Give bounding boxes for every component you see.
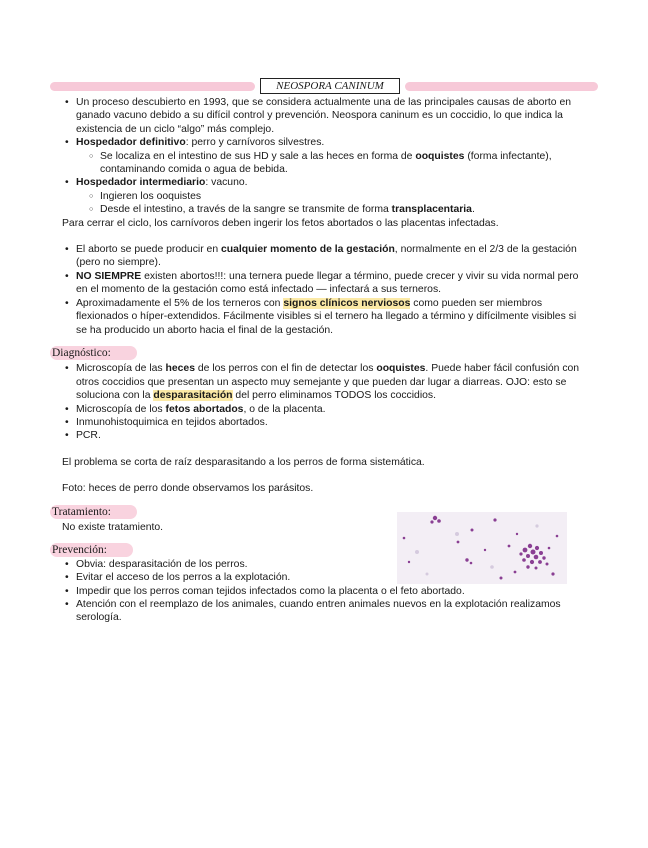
- list-item: • PCR.: [64, 429, 580, 442]
- section-heading-prevencion: Prevención:: [50, 543, 133, 557]
- cycle-text: Para cerrar el ciclo, los carnívoros deben ingerir los fetos abortados o las placentas infectadas.: [62, 217, 499, 229]
- sub-list-item: ○ Ingieren los ooquistes: [64, 190, 580, 203]
- section-heading-tratamiento: Tratamiento:: [50, 505, 137, 519]
- conclusion-text: El problema se corta de raíz desparasitando a los perros de forma sistemática.: [62, 456, 425, 468]
- abortion-list: [64, 243, 580, 337]
- list-item: • Evitar el acceso de los perros a la explotación.: [64, 571, 580, 584]
- list-item: • Aproximadamente el 5% de los terneros con signos clínicos nerviosos como pueden ser miembros flexionados o híper-extendidos. Fácilmente visibles si el ternero ha llegado a término y difícilmente visibles si se ha producido un aborto hacia el final de la gestación.: [64, 297, 580, 337]
- list-item: • Un proceso descubierto en 1993, que se considera actualmente una de las principales causas de aborto en ganado vacuno debido a su difícil control y prevención. Neospora caninum es un coccidio, lo que indica la existencia de un ciclo “algo” más complejo.: [64, 96, 580, 136]
- intro-list: [64, 96, 580, 217]
- title-bar-right: [405, 82, 598, 91]
- title-bar-left: [50, 82, 255, 91]
- list-item: • Microscopía de las heces de los perros con el fin de detectar los ooquistes. Puede haber fácil confusión con otros coccidios que presentan un aspecto muy semejante y que pueden dar lugar a diarreas. OJO: esto se soluciona con la desparasitación del perro eliminamos TODOS los coccidios.: [64, 362, 580, 402]
- highlight-text: signos clínicos nerviosos: [283, 297, 411, 309]
- list-item: • Obvia: desparasitación de los perros.: [64, 558, 580, 571]
- list-item: • Inmunohistoquimica en tejidos abortados.: [64, 416, 580, 429]
- page-title: NEOSPORA CANINUM: [260, 78, 400, 94]
- list-item: • Hospedador intermediario: vacuno.: [64, 176, 580, 189]
- highlight-text: desparasitación: [153, 390, 233, 402]
- list-item: • Hospedador definitivo: perro y carnívoros silvestres.: [64, 136, 580, 149]
- tratamiento-text: No existe tratamiento.: [62, 521, 164, 533]
- list-item: • Microscopía de los fetos abortados, o de la placenta.: [64, 403, 580, 416]
- diagnostico-list: [64, 362, 580, 442]
- sub-list-item: ○ Desde el intestino, a través de la sangre se transmite de forma transplacentaria.: [64, 203, 580, 216]
- list-item: • El aborto se puede producir en cualquier momento de la gestación, normalmente en el 2/3 de la gestación (pero no siempre).: [64, 243, 580, 270]
- sub-list-item: ○ Se localiza en el intestino de sus HD y sale a las heces en forma de ooquistes (forma infectante), contaminando comida o agua de bebida.: [64, 150, 580, 177]
- photo-caption: Foto: heces de perro donde observamos los parásitos.: [62, 483, 314, 495]
- section-heading-diagnostico: Diagnóstico:: [50, 346, 137, 360]
- list-item: • Atención con el reemplazo de los animales, cuando entren animales nuevos en la explotación realizamos serología.: [64, 598, 580, 625]
- title-row: [50, 78, 598, 94]
- list-item: • Impedir que los perros coman tejidos infectados como la placenta o el feto abortado.: [64, 585, 580, 598]
- microscopy-photo: [397, 512, 567, 584]
- list-item: • NO SIEMPRE existen abortos!!!: una ternera puede llegar a término, puede crecer y vivir su vida normal pero en el momento de la gestación como está infectado — infectará a sus terneros.: [64, 270, 580, 297]
